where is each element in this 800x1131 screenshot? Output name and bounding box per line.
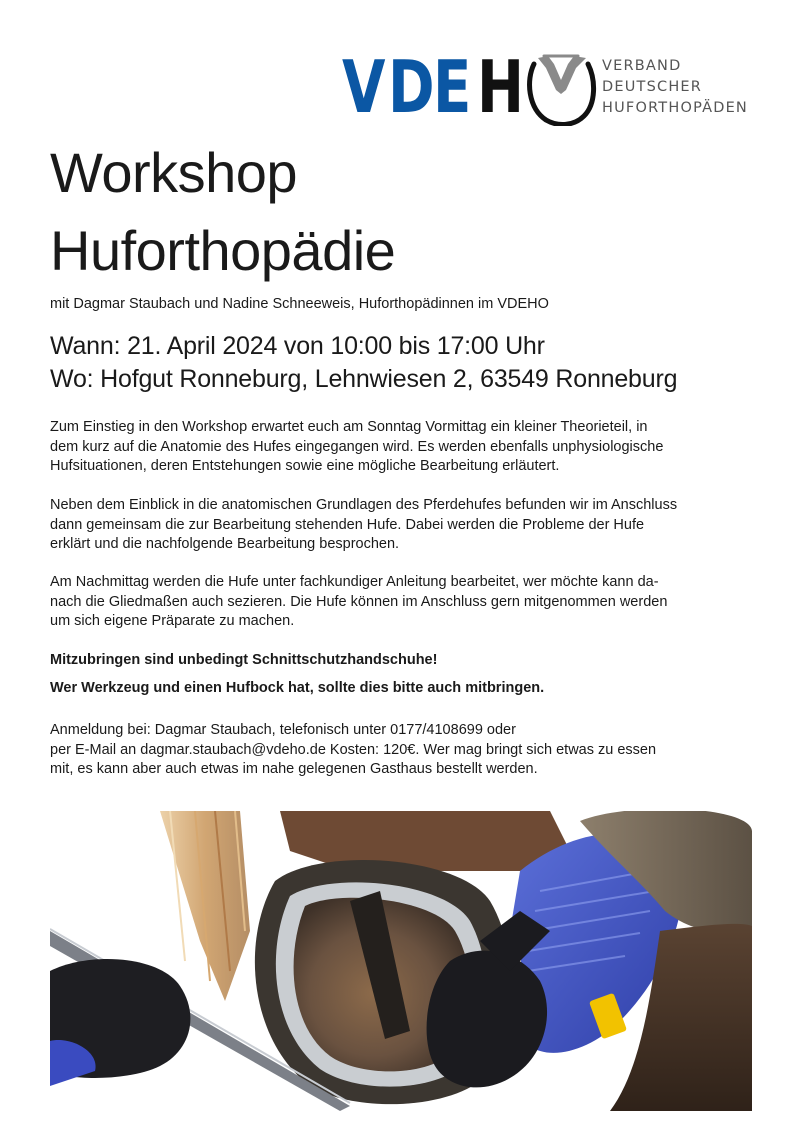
text-line: Zum Einstieg in den Workshop erwartet euch am Sonntag Vormittag ein kleiner Theorieteil, in — [50, 419, 648, 435]
logo-letter-h: H — [477, 45, 523, 129]
logo-tagline-line: VERBAND — [602, 58, 682, 74]
registration-info — [50, 721, 755, 780]
text-line: um sich eigene Präparate zu machen. — [50, 613, 295, 629]
logo-letter-v: V — [342, 45, 384, 129]
text-line: mit, es kann aber auch etwas im nahe gelegenen Gasthaus bestellt werden. — [50, 761, 538, 777]
mane-hair — [160, 811, 250, 1001]
paragraph-anatomy — [50, 496, 755, 555]
notice-tools: Wer Werkzeug und einen Hufbock hat, sollte dies bitte auch mitbringen. — [50, 680, 545, 696]
text-line: dem kurz auf die Anatomie des Hufes eingegangen wird. Es werden ebenfalls unphysiologische — [50, 438, 664, 455]
text-line: dann gemeinsam die zur Bearbeitung stehenden Hufe. Dabei werden die Probleme der Hufe — [50, 516, 645, 533]
page-title — [50, 134, 395, 290]
vdeho-logo — [342, 45, 772, 130]
hoof-trimming-photo — [50, 811, 752, 1111]
text-line: per E-Mail an dagmar.staubach@vdeho.de Kosten: 120€. Wer mag bringt sich etwas zu essen — [50, 741, 657, 758]
paragraph-afternoon — [50, 573, 755, 632]
logo-letter-e: E — [433, 45, 470, 129]
logo-tagline-line: DEUTSCHER — [602, 79, 703, 95]
text-line: Hufsituationen, deren Entstehungen sowie eine mögliche Bearbeitung erläutert. — [50, 458, 560, 474]
hoof-o-icon — [524, 50, 598, 126]
logo-tagline-line: HUFORTHOPÄDEN — [602, 100, 748, 116]
subtitle: mit Dagmar Staubach und Nadine Schneeweis, Huforthopädinnen im VDEHO — [50, 296, 549, 312]
event-details — [50, 330, 677, 396]
left-glove — [50, 959, 190, 1086]
logo-letter-d: D — [388, 45, 434, 129]
text-line: Am Nachmittag werden die Hufe unter fachkundiger Anleitung bearbeitet, wer möchte kann da- — [50, 574, 659, 590]
horse-leg — [280, 811, 570, 871]
logo-tagline — [602, 56, 748, 119]
text-line: nach die Gliedmaßen auch sezieren. Die Hufe können im Anschluss gern mitgenommen werden — [50, 593, 668, 610]
text-line: Neben dem Einblick in die anatomischen Grundlagen des Pferdehufes befunden wir im Anschluss — [50, 497, 678, 513]
title-line: Huforthopädie — [50, 219, 396, 282]
hoof-trimming-illustration — [50, 811, 752, 1111]
paragraph-intro — [50, 418, 755, 477]
event-when: Wann: 21. April 2024 von 10:00 bis 17:00 Uhr — [50, 332, 545, 360]
title-line: Workshop — [50, 141, 298, 204]
text-line: Anmeldung bei: Dagmar Staubach, telefonisch unter 0177/4108699 oder — [50, 722, 516, 738]
event-where: Wo: Hofgut Ronneburg, Lehnwiesen 2, 63549 Ronneburg — [50, 365, 678, 393]
text-line: erklärt und die nachfolgende Bearbeitung besprochen. — [50, 536, 400, 552]
notice-gloves: Mitzubringen sind unbedingt Schnittschutzhandschuhe! — [50, 652, 438, 668]
logo-wordmark — [342, 45, 523, 129]
